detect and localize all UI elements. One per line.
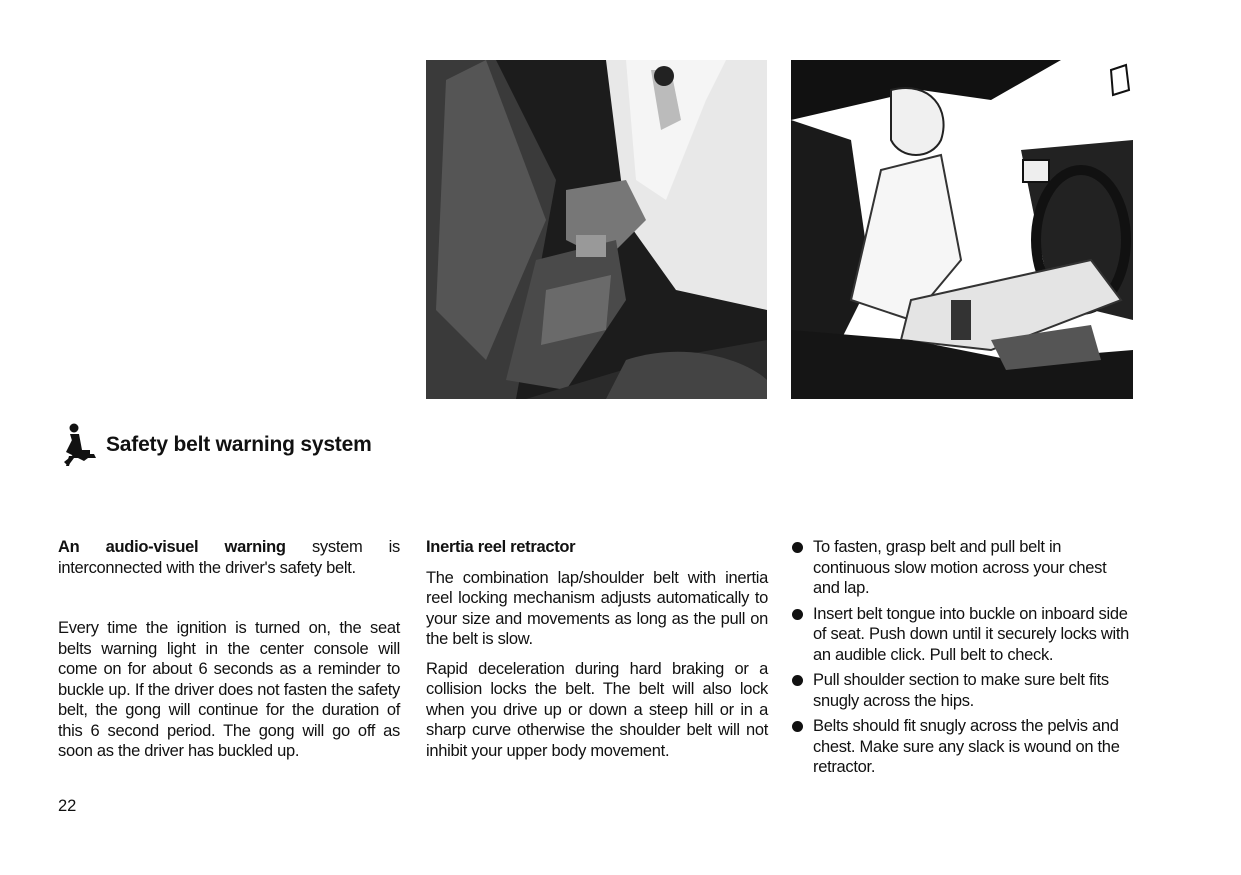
list-item-text: Pull shoulder section to make sure belt fits snugly across the hips. (813, 671, 1109, 710)
list-item (792, 716, 1136, 778)
section-title: Safety belt warning system (106, 433, 372, 456)
page-number: 22 (58, 797, 77, 815)
intro-bold-lead: An audio-visuel warning (58, 538, 286, 556)
inertia-reel-heading: Inertia reel retractor (426, 538, 576, 556)
ignition-paragraph: Every time the ignition is turned on, the seat belts warning light in the center console will come on for about 6 seconds as a reminder to buckle up. If the driver does not fasten the safety belt, the gong will continue for the duration of this 6 second period. The gong will go off as soon as the driver has buckled up. (58, 619, 400, 760)
list-item (792, 604, 1136, 666)
list-item (792, 670, 1136, 711)
bullet-icon (792, 542, 803, 553)
bullet-icon (792, 721, 803, 732)
column-inertia-reel (426, 537, 768, 761)
column-warning-intro (58, 537, 400, 762)
column-instructions (792, 537, 1136, 783)
list-item-text: Belts should fit snugly across the pelvis and chest. Make sure any slack is wound on the retractor. (813, 717, 1120, 776)
bullet-icon (792, 609, 803, 620)
bullet-icon (792, 675, 803, 686)
list-item (792, 537, 1136, 599)
intro-paragraph (58, 537, 400, 578)
intro-rest: system is interconnected with the driver's safety belt. (58, 538, 400, 577)
list-item-text: To fasten, grasp belt and pull belt in continuous slow motion across your chest and lap. (813, 538, 1107, 597)
seatbelt-person-icon (60, 422, 100, 468)
instruction-list (792, 537, 1136, 778)
driver-fastening-belt-photo (791, 60, 1133, 399)
belt-buckle-photo (426, 60, 767, 399)
inertia-paragraph-2: Rapid deceleration during hard braking or a collision locks the belt. The belt will also lock when you drive up or down a steep hill or in a sharp curve otherwise the shoulder belt will not inhibit your upper body movement. (426, 659, 768, 760)
section-heading (60, 420, 372, 470)
list-item-text: Insert belt tongue into buckle on inboard side of seat. Push down until it securely locks with an audible click. Pull belt to check. (813, 604, 1130, 664)
inertia-paragraph-1: The combination lap/shoulder belt with inertia reel locking mechanism adjusts automatically to your size and movements as long as the pull on the belt is slow. (426, 568, 768, 648)
